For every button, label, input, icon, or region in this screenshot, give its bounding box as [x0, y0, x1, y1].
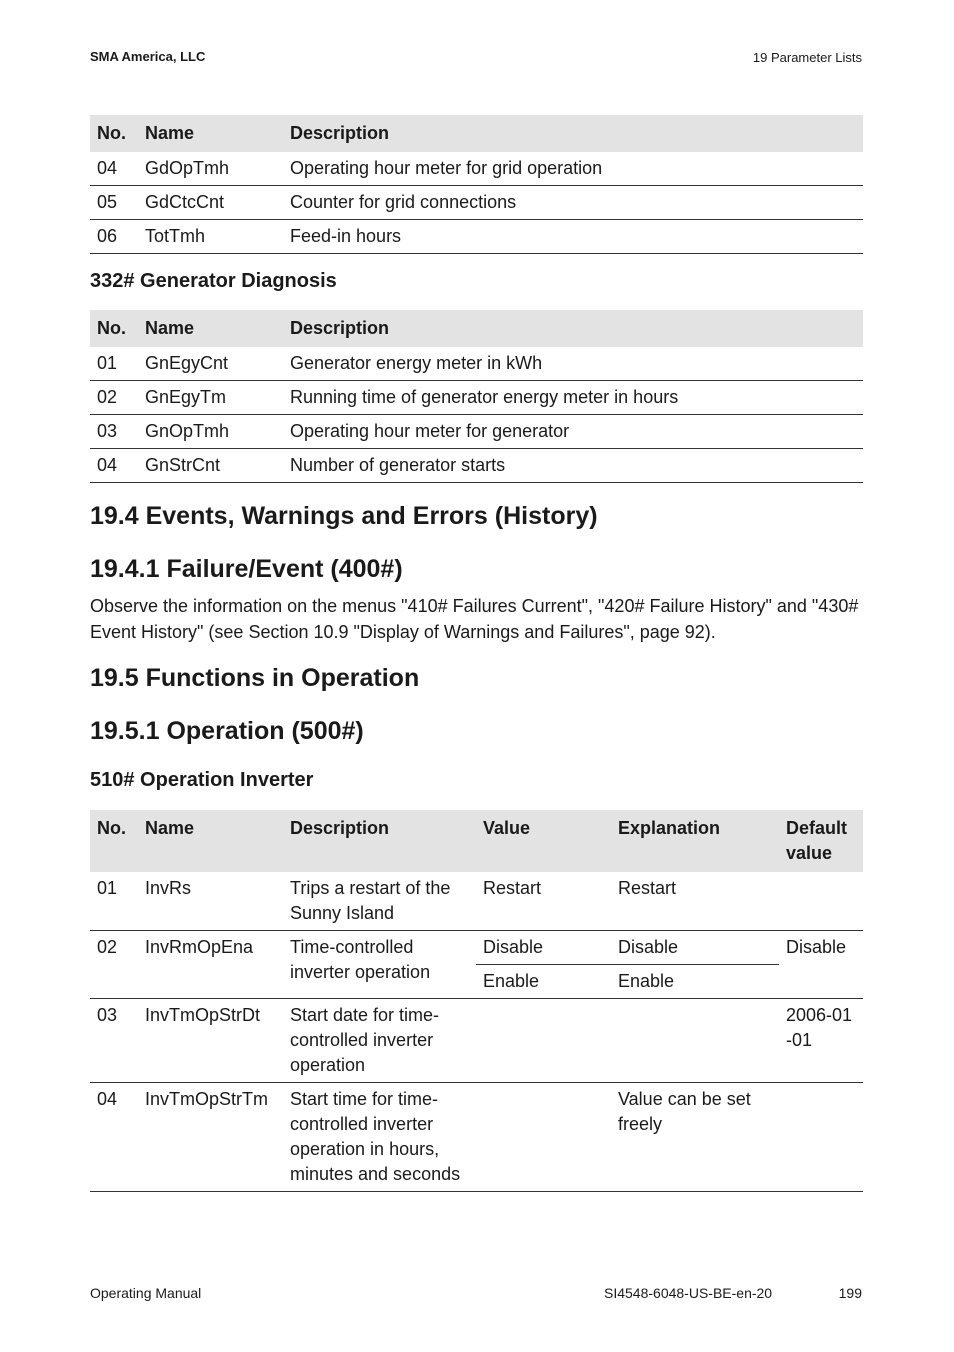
- cell-name: GdCtcCnt: [138, 186, 283, 220]
- section-heading-19-4: 19.4 Events, Warnings and Errors (History): [90, 502, 598, 530]
- cell-default: [779, 872, 863, 931]
- cell-no: 05: [90, 186, 138, 220]
- table-row: [90, 186, 863, 220]
- cell-name: InvTmOpStrTm: [138, 1083, 283, 1192]
- col-no: No.: [90, 310, 138, 347]
- section-heading-19-5-1: 19.5.1 Operation (500#): [90, 717, 364, 745]
- cell-description: Feed-in hours: [283, 220, 863, 254]
- failure-event-paragraph: Observe the information on the menus "410# Failures Current", "420# Failure History" and "430# Event History" (see Section 10.9 "Display of Warnings and Failures", page 92).: [90, 596, 859, 642]
- cell-description: Start date for time-controlled inverter operation: [283, 999, 476, 1083]
- cell-description: Running time of generator energy meter in hours: [283, 381, 863, 415]
- cell-value: [476, 1083, 611, 1192]
- table-row: [90, 931, 863, 965]
- section-heading-19-4-1: 19.4.1 Failure/Event (400#): [90, 555, 403, 583]
- generator-diagnosis-table: [90, 310, 863, 483]
- cell-name: GnStrCnt: [138, 449, 283, 483]
- cell-description: Time-controlled inverter operation: [283, 931, 476, 999]
- col-explanation: Explanation: [611, 810, 779, 872]
- cell-value: Enable: [476, 965, 611, 999]
- col-no: No.: [90, 810, 138, 872]
- cell-no: 06: [90, 220, 138, 254]
- cell-description: Operating hour meter for generator: [283, 415, 863, 449]
- table-header-row: [90, 310, 863, 347]
- cell-name: GnOpTmh: [138, 415, 283, 449]
- table-row: [90, 152, 863, 186]
- table-row: [90, 415, 863, 449]
- cell-description: Operating hour meter for grid operation: [283, 152, 863, 186]
- cell-no: 04: [90, 449, 138, 483]
- footer-document-title: Operating Manual: [90, 1285, 202, 1301]
- cell-default: [779, 1083, 863, 1192]
- cell-description: Trips a restart of the Sunny Island: [283, 872, 476, 931]
- cell-explanation: Enable: [611, 965, 779, 999]
- col-description: Description: [283, 810, 476, 872]
- table-row: [90, 1083, 863, 1192]
- header-section: 19 Parameter Lists: [752, 50, 862, 65]
- cell-name: InvRs: [138, 872, 283, 931]
- cell-value: Restart: [476, 872, 611, 931]
- generator-diagnosis-heading: 332# Generator Diagnosis: [90, 270, 337, 292]
- table-row: [90, 449, 863, 483]
- cell-name: GnEgyTm: [138, 381, 283, 415]
- cell-default: 2006-01-01: [779, 999, 863, 1083]
- table-row: [90, 381, 863, 415]
- cell-no: 03: [90, 999, 138, 1083]
- grid-operation-table: [90, 115, 863, 254]
- cell-no: 04: [90, 1083, 138, 1192]
- header-company: SMA America, LLC: [90, 49, 206, 64]
- cell-no: 01: [90, 872, 138, 931]
- table-row: [90, 347, 863, 381]
- cell-default: Disable: [779, 931, 863, 999]
- cell-name: InvTmOpStrDt: [138, 999, 283, 1083]
- cell-no: 03: [90, 415, 138, 449]
- col-no: No.: [90, 115, 138, 152]
- cell-description: Number of generator starts: [283, 449, 863, 483]
- cell-no: 01: [90, 347, 138, 381]
- cell-description: Start time for time-controlled inverter operation in hours, minutes and seconds: [283, 1083, 476, 1192]
- cell-explanation: Value can be set freely: [611, 1083, 779, 1192]
- page-number: 199: [838, 1285, 862, 1301]
- cell-name: GnEgyCnt: [138, 347, 283, 381]
- col-description: Description: [283, 310, 863, 347]
- col-default-value: Default value: [779, 810, 863, 872]
- cell-no: 04: [90, 152, 138, 186]
- table-header-row: [90, 115, 863, 152]
- cell-name: GdOpTmh: [138, 152, 283, 186]
- cell-name: InvRmOpEna: [138, 931, 283, 999]
- cell-description: Generator energy meter in kWh: [283, 347, 863, 381]
- col-value: Value: [476, 810, 611, 872]
- col-description: Description: [283, 115, 863, 152]
- cell-description: Counter for grid connections: [283, 186, 863, 220]
- cell-no: 02: [90, 381, 138, 415]
- cell-explanation: [611, 999, 779, 1083]
- table-header-row: [90, 810, 863, 872]
- table-row: [90, 872, 863, 931]
- table-row: [90, 220, 863, 254]
- cell-value: Disable: [476, 931, 611, 965]
- col-name: Name: [138, 115, 283, 152]
- footer-document-code: SI4548-6048-US-BE-en-20: [604, 1285, 773, 1301]
- cell-no: 02: [90, 931, 138, 999]
- cell-explanation: Disable: [611, 931, 779, 965]
- section-heading-19-5: 19.5 Functions in Operation: [90, 664, 420, 692]
- col-name: Name: [138, 310, 283, 347]
- operation-inverter-heading: 510# Operation Inverter: [90, 769, 314, 791]
- operation-inverter-table: [90, 810, 863, 1192]
- cell-explanation: Restart: [611, 872, 779, 931]
- cell-name: TotTmh: [138, 220, 283, 254]
- table-row: [90, 999, 863, 1083]
- col-name: Name: [138, 810, 283, 872]
- cell-value: [476, 999, 611, 1083]
